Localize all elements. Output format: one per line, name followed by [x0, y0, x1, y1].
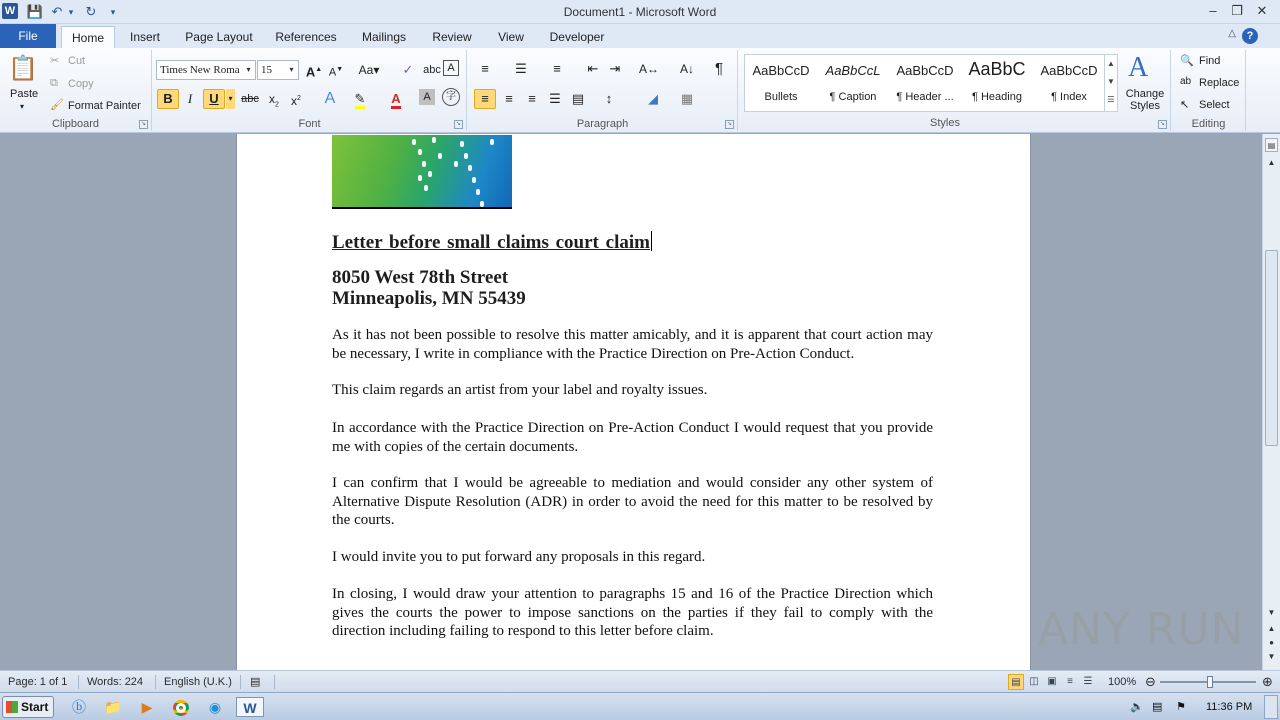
word-logo-icon[interactable]: W	[2, 3, 18, 19]
status-divider	[78, 675, 79, 689]
status-bar	[0, 670, 1280, 692]
select-arrow-icon: ↖	[1180, 99, 1190, 111]
font-launcher-icon[interactable]: ↘	[455, 121, 462, 127]
language[interactable]: English (U.K.)	[164, 676, 232, 688]
font-name-value: Times New Roma	[160, 64, 240, 76]
vertical-scrollbar[interactable]	[1262, 134, 1280, 670]
tab-view[interactable]: View	[498, 30, 524, 44]
paragraph-5[interactable]: I would invite you to put forward any proposals in this regard.	[332, 549, 706, 565]
next-page-icon[interactable]: ▼	[1267, 652, 1276, 661]
style-bullets[interactable]	[745, 55, 817, 111]
logo-image	[332, 135, 512, 209]
internet-explorer-icon[interactable]: ⓑ	[72, 699, 86, 715]
underline-button[interactable]: U	[203, 89, 225, 109]
outline-icon[interactable]: ≡	[1067, 676, 1073, 687]
styles-group-label: Styles	[930, 117, 960, 129]
style-name: ¶ Caption	[829, 91, 877, 103]
styles-launcher-icon[interactable]: ↘	[1159, 121, 1166, 127]
full-screen-reading-icon[interactable]: ◫	[1029, 676, 1039, 687]
save-icon[interactable]: 💾	[26, 4, 44, 19]
style-sample: AaBbCcD	[752, 63, 810, 78]
status-divider	[240, 675, 241, 689]
align-center-icon[interactable]: ≡	[505, 91, 513, 106]
font-size-combo[interactable]	[257, 60, 299, 80]
help-icon[interactable]: ?	[1242, 28, 1258, 44]
edge-icon[interactable]: ◉	[208, 699, 222, 715]
grow-font-icon[interactable]: A▲	[305, 64, 323, 80]
paragraph-1[interactable]: As it has not been possible to resolve this matter amicably, and it is apparent that court action may be necessary, I write in compliance with the Practice Direction on Pre-Action Conduct.	[332, 327, 933, 362]
increase-indent-icon[interactable]: ⇥	[609, 61, 621, 76]
more-styles-icon[interactable]: ☰	[1107, 95, 1115, 104]
phonetic-guide-icon[interactable]: abc	[423, 64, 441, 76]
anyrun-watermark: ANY RUN	[1038, 604, 1245, 655]
zoom-out-icon[interactable]: ⊖	[1145, 674, 1156, 689]
style-name: ¶ Header ...	[896, 91, 954, 103]
close-button[interactable]: ✕	[1256, 3, 1268, 18]
justify-icon[interactable]: ☰	[549, 91, 561, 106]
document-title-text: Letter before small claims court claim	[332, 232, 650, 253]
find-binoculars-icon: 🔍	[1180, 55, 1194, 67]
document-page[interactable]	[236, 134, 1031, 670]
font-size-value: 15	[261, 64, 272, 76]
sort-icon[interactable]: A↓	[679, 62, 694, 76]
italic-button[interactable]: I	[187, 91, 193, 106]
shrink-font-icon[interactable]: A▼	[328, 66, 344, 79]
paste-button[interactable]: Paste	[10, 88, 39, 100]
zoom-slider-thumb[interactable]	[1207, 676, 1213, 688]
text-cursor	[651, 231, 652, 251]
tab-references[interactable]: References	[275, 30, 337, 44]
styles-scroll[interactable]	[1104, 55, 1117, 111]
minimize-ribbon-icon[interactable]: △	[1228, 28, 1236, 39]
subscript-icon[interactable]: $x_2$	[269, 92, 279, 109]
chevron-down-icon: ▾	[289, 65, 294, 74]
change-case-icon[interactable]: Aa▾	[358, 63, 380, 77]
numbering-icon[interactable]: ☰	[515, 61, 527, 76]
ribbon-tabs	[0, 24, 1280, 48]
undo-icon[interactable]: ↶	[51, 4, 63, 19]
select-browse-object-icon[interactable]: ●	[1269, 638, 1274, 647]
editing-group-label: Editing	[1191, 118, 1226, 130]
clipboard-launcher-icon[interactable]: ↘	[140, 121, 147, 127]
style-sample: AaBbC	[968, 59, 1026, 79]
decrease-indent-icon[interactable]: ⇤	[587, 61, 599, 76]
zoom-in-icon[interactable]: ⊕	[1262, 674, 1273, 689]
undo-dropdown-icon[interactable]: ▾	[68, 7, 74, 17]
copy-button[interactable]: Copy	[68, 78, 94, 90]
start-label: Start	[21, 700, 49, 714]
clock[interactable]: 11:36 PM	[1206, 701, 1253, 713]
select-button[interactable]: Select	[1199, 99, 1230, 111]
style-name: Bullets	[764, 91, 798, 103]
shading-icon[interactable]: ◢	[648, 91, 658, 106]
style-sample: AaBbCcL	[825, 63, 881, 78]
line-spacing-icon[interactable]: ↕	[605, 91, 613, 106]
distributed-icon[interactable]: ▤	[571, 91, 585, 106]
style-name: ¶ Index	[1051, 91, 1087, 103]
scroll-down-icon[interactable]: ▼	[1107, 77, 1115, 86]
style-caption[interactable]	[817, 55, 889, 111]
web-layout-icon[interactable]: ▣	[1047, 676, 1057, 687]
text-effects-icon[interactable]: A	[324, 90, 336, 107]
find-button[interactable]: Find	[1199, 55, 1221, 67]
scroll-up-icon[interactable]: ▲	[1267, 158, 1276, 167]
font-group-label: Font	[298, 118, 321, 130]
action-center-flag-icon[interactable]: ⚑	[1176, 701, 1186, 713]
file-explorer-icon[interactable]: 📁	[104, 699, 122, 715]
status-divider	[274, 675, 275, 689]
tab-mailings[interactable]: Mailings	[361, 30, 406, 44]
media-player-icon[interactable]: ▶	[141, 699, 153, 715]
bold-button[interactable]: B	[157, 89, 179, 109]
enclose-characters-icon[interactable]: 字	[442, 88, 460, 106]
scroll-up-icon[interactable]: ▲	[1107, 59, 1115, 68]
multilevel-list-icon[interactable]: ≡	[553, 61, 561, 76]
strikethrough-icon[interactable]: abc	[241, 93, 259, 105]
document-area[interactable]	[0, 134, 1262, 670]
tab-page-layout[interactable]: Page Layout	[185, 30, 253, 44]
superscript-icon[interactable]: $x^2$	[291, 94, 301, 108]
format-painter-icon: 🖌	[50, 99, 64, 111]
tab-insert[interactable]: Insert	[129, 30, 160, 44]
borders-icon[interactable]: ▦	[680, 91, 694, 106]
taskbar	[0, 692, 1280, 720]
address-line-2[interactable]: Minneapolis, MN 55439	[332, 288, 526, 309]
start-button[interactable]	[2, 696, 54, 718]
font-group	[153, 50, 467, 131]
align-right-icon[interactable]: ≡	[528, 91, 536, 106]
editing-group	[1172, 50, 1246, 131]
paragraph-group	[468, 50, 738, 131]
bullets-icon[interactable]: ≡	[481, 61, 489, 76]
tab-review[interactable]: Review	[432, 30, 472, 44]
maximize-button[interactable]: ❐	[1231, 3, 1243, 18]
word-taskbar-icon[interactable]: W	[236, 697, 264, 717]
style-header[interactable]	[889, 55, 961, 111]
print-layout-icon[interactable]: ▤	[1008, 674, 1024, 690]
paragraph-6[interactable]: In closing, I would draw your attention to paragraphs 15 and 16 of the Practice Direction which gives the courts the power to impose sanctions on the parties if they fail to comply with the direction including failing to respond to this letter before claim.	[332, 586, 933, 639]
asian-layout-icon[interactable]: A↔	[638, 62, 659, 76]
character-shading-icon[interactable]: A	[419, 89, 435, 105]
highlight-color-icon[interactable]: ✎	[349, 89, 371, 109]
chevron-down-icon: ▾	[246, 65, 251, 74]
style-name: ¶ Heading	[972, 91, 1022, 103]
redo-icon[interactable]: ↻	[85, 4, 97, 19]
window-title: Document1 - Microsoft Word	[563, 5, 717, 19]
page-count[interactable]: Page: 1 of 1	[8, 676, 68, 688]
show-formatting-marks-icon[interactable]: ¶	[714, 60, 724, 77]
clear-formatting-icon[interactable]: ✓	[402, 62, 414, 77]
paragraph-group-label: Paragraph	[576, 118, 629, 130]
draft-icon[interactable]: ☰	[1083, 676, 1093, 687]
tab-file[interactable]: File	[0, 24, 56, 48]
cut-button[interactable]: Cut	[68, 55, 86, 67]
ribbon	[0, 48, 1280, 133]
tab-home[interactable]: Home	[61, 26, 115, 48]
font-color-icon[interactable]: A	[385, 89, 407, 109]
paragraph-launcher-icon[interactable]: ↘	[726, 121, 733, 127]
align-left-icon[interactable]: ≡	[474, 89, 496, 109]
character-border-icon[interactable]: A	[443, 60, 459, 76]
scroll-down-icon[interactable]: ▼	[1267, 608, 1276, 617]
macro-recording-icon[interactable]: ▤	[250, 676, 261, 688]
document-title[interactable]	[332, 231, 652, 254]
scroll-thumb[interactable]	[1265, 250, 1278, 446]
clipboard-group-label: Clipboard	[51, 118, 100, 130]
network-icon[interactable]: ▤	[1152, 701, 1163, 713]
paragraph-4[interactable]: I can confirm that I would be agreeable to mediation and would consider any other system of Alternative Dispute Resolution (ADR) in order to avoid the need for this matter to be resolved by the courts.	[332, 475, 933, 528]
windows-flag-icon	[6, 701, 18, 713]
format-painter-button[interactable]: Format Painter	[68, 100, 141, 112]
status-divider	[155, 675, 156, 689]
change-styles-button[interactable]: Change Styles	[1125, 88, 1165, 112]
speaker-icon[interactable]: 🔈	[1130, 701, 1144, 713]
style-heading[interactable]	[961, 55, 1033, 111]
cut-scissors-icon: ✂	[50, 55, 60, 67]
paragraph-2[interactable]: This claim regards an artist from your label and royalty issues.	[332, 382, 708, 398]
style-index[interactable]	[1033, 55, 1105, 111]
title-bar	[0, 0, 1280, 24]
replace-button[interactable]: Replace	[1199, 77, 1240, 89]
zoom-level[interactable]: 100%	[1108, 676, 1137, 688]
replace-icon: ab	[1180, 76, 1192, 87]
customize-qat-icon[interactable]: ▾	[110, 7, 116, 17]
show-desktop-button[interactable]	[1264, 695, 1278, 719]
underline-dropdown-icon[interactable]: ▾	[226, 89, 235, 109]
style-sample: AaBbCcD	[1040, 63, 1098, 78]
clipboard-group	[0, 50, 152, 131]
word-count[interactable]: Words: 224	[87, 676, 144, 688]
ruler-toggle-icon[interactable]: ▤	[1265, 138, 1278, 152]
paste-icon[interactable]: 📋	[8, 55, 38, 82]
tab-developer[interactable]: Developer	[549, 30, 605, 44]
paste-dropdown-icon[interactable]: ▾	[20, 102, 25, 111]
style-sample: AaBbCcD	[896, 63, 954, 78]
paragraph-3[interactable]: In accordance with the Practice Direction on Pre-Action Conduct I would request that you provide me with copies of the certain documents.	[332, 420, 933, 455]
address-line-1[interactable]: 8050 West 78th Street	[332, 267, 509, 288]
minimize-button[interactable]: –	[1209, 3, 1217, 18]
styles-gallery	[744, 54, 1118, 112]
previous-page-icon[interactable]: ▲	[1267, 624, 1276, 633]
copy-icon: ⧉	[50, 77, 58, 89]
font-name-combo[interactable]	[156, 60, 256, 80]
chrome-icon[interactable]	[170, 697, 192, 717]
change-styles-icon: A	[1128, 52, 1149, 83]
